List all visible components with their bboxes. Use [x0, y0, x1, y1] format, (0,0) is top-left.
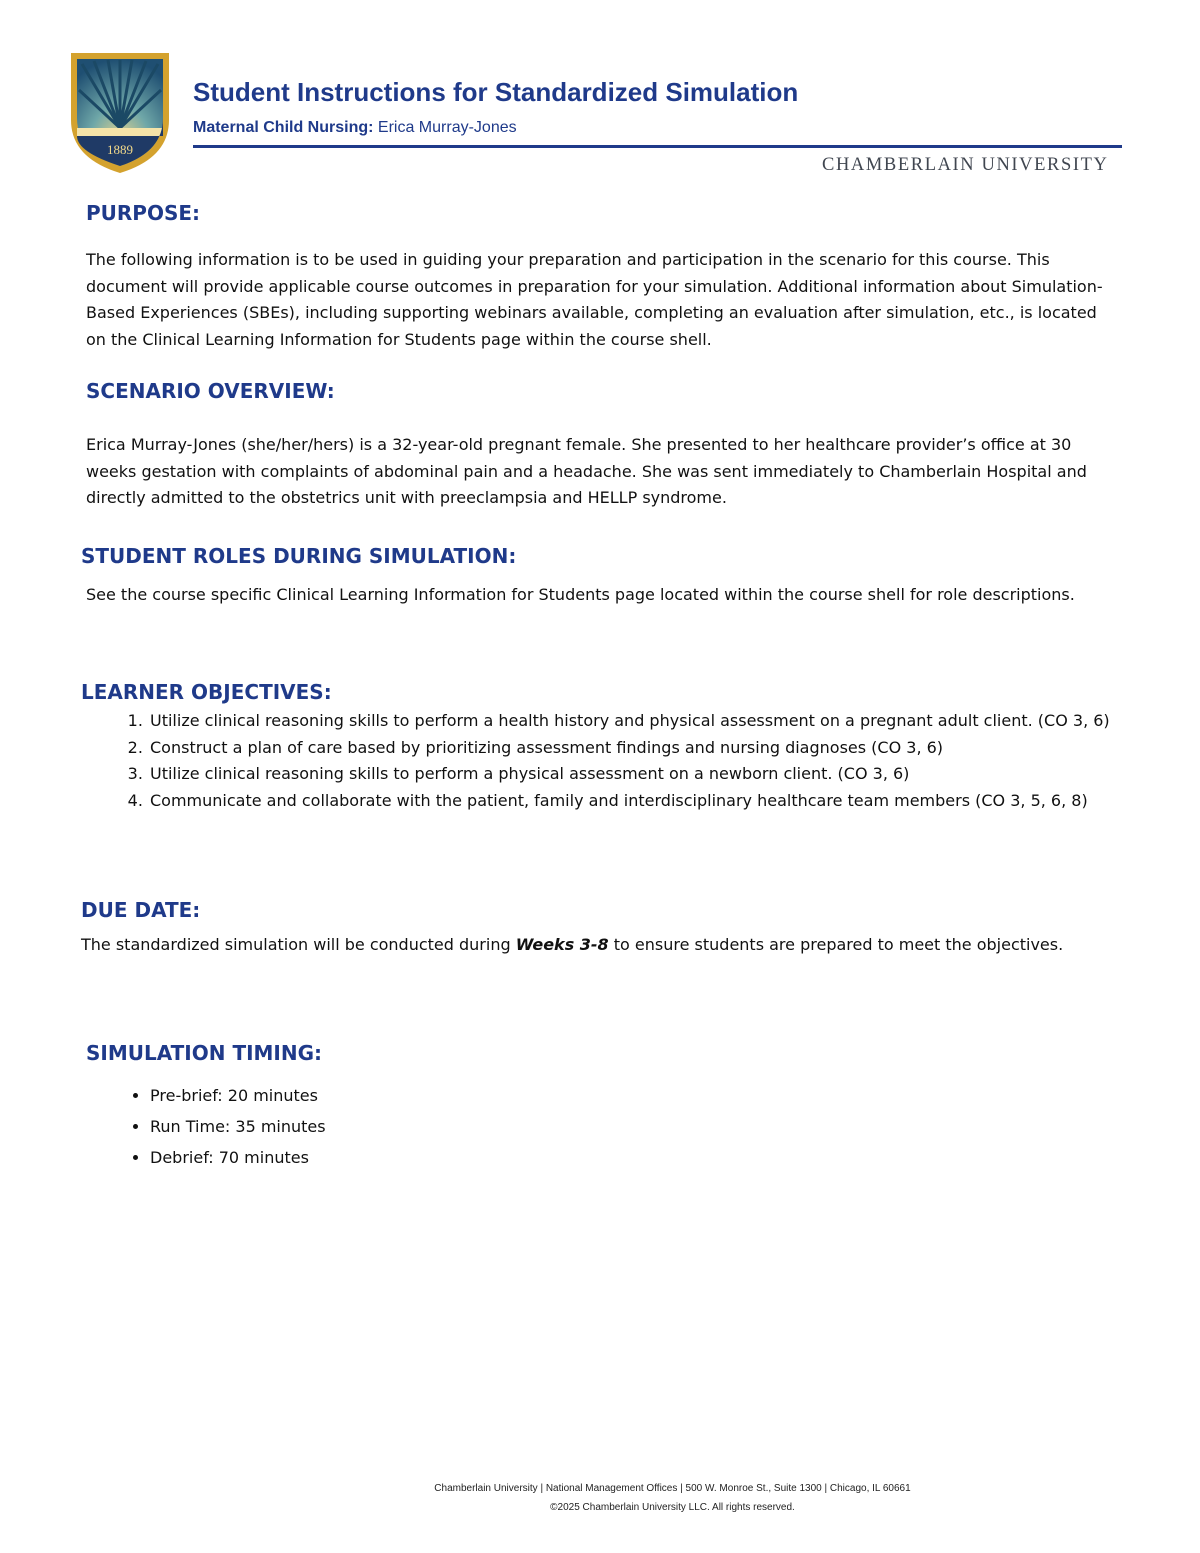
university-crest-logo — [68, 50, 172, 176]
due-date-text-after: to ensure students are prepared to meet the objectives. — [608, 935, 1064, 954]
due-date-text-before: The standardized simulation will be conducted during — [81, 935, 516, 954]
crest-year-text: 1889 — [107, 142, 133, 157]
roles-body: See the course specific Clinical Learning Information for Students page located within the course shell for role descriptions. — [86, 585, 1075, 604]
purpose-body: The following information is to be used in guiding your preparation and participation in the scenario for this course. This document will provide applicable course outcomes in preparation for your simulation. Additional information about Simulation-Based Experiences (SBEs), including supporting webinars available, completing an evaluation after simulation, etc., is located on the Clinical Learning Information for Students page within the course shell. — [86, 250, 1103, 349]
purpose-heading: PURPOSE: — [86, 201, 201, 225]
roles-heading: STUDENT ROLES DURING SIMULATION: — [81, 544, 517, 568]
university-wordmark: CHAMBERLAIN UNIVERSITY — [822, 155, 1109, 175]
objective-item: 3. Utilize clinical reasoning skills to perform a physical assessment on a newborn client. (CO 3, 6) — [148, 761, 1148, 788]
objective-item: 2. Construct a plan of care based by prioritizing assessment findings and nursing diagnoses (CO 3, 6) — [148, 735, 1148, 762]
due-date-weeks: Weeks 3-8 — [515, 935, 609, 954]
objective-item: 1. Utilize clinical reasoning skills to perform a health history and physical assessment on a pregnant adult client. (CO 3, 6) — [148, 708, 1148, 735]
footer-copyright: ©2025 Chamberlain University LLC. All rights reserved. — [550, 1502, 795, 1513]
timing-item: • Pre-brief: 20 minutes — [150, 1080, 326, 1111]
header-divider — [193, 145, 1122, 148]
subtitle-label: Maternal Child Nursing: — [193, 119, 374, 136]
footer-address: Chamberlain University | National Management Offices | 500 W. Monroe St., Suite 1300 | Chicago, IL 60661 — [434, 1483, 911, 1494]
scenario-body: Erica Murray-Jones (she/her/hers) is a 32-year-old pregnant female. She presented to her healthcare provider’s office at 30 weeks gestation with complaints of abdominal pain and a headache. She was sent immediately to Chamberlain Hospital and directly admitted to the obstetrics unit with preeclampsia and HELLP syndrome. — [86, 435, 1087, 507]
objective-item: 4. Communicate and collaborate with the patient, family and interdisciplinary healthcare team members (CO 3, 5, 6, 8) — [148, 788, 1148, 815]
document-subtitle — [193, 119, 517, 137]
timing-item: • Run Time: 35 minutes — [150, 1111, 326, 1142]
scenario-heading: SCENARIO OVERVIEW: — [86, 379, 335, 403]
objectives-heading: LEARNER OBJECTIVES: — [81, 680, 332, 704]
subtitle-patient-name: Erica Murray-Jones — [377, 119, 517, 136]
document-title: Student Instructions for Standardized Simulation — [193, 77, 799, 107]
objectives-list — [112, 708, 1148, 814]
due-date-heading: DUE DATE: — [81, 898, 201, 922]
timing-item: • Debrief: 70 minutes — [150, 1142, 326, 1173]
timing-list — [116, 1080, 326, 1173]
timing-heading: SIMULATION TIMING: — [86, 1041, 323, 1065]
due-date-body — [81, 932, 1071, 959]
